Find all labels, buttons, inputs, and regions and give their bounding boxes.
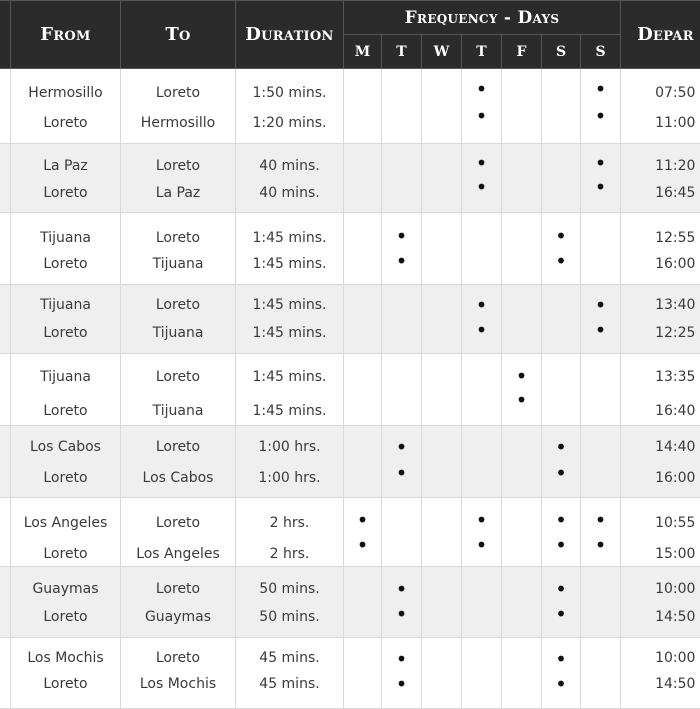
day-cell-thu	[462, 285, 502, 354]
flight-day-dot: •	[356, 508, 369, 532]
flight-day-dot: •	[395, 647, 408, 671]
flight-day-dot: •	[594, 175, 607, 199]
day-cell-wed	[422, 426, 462, 498]
flight-day-dot: •	[594, 508, 607, 532]
duration-text: 1:00 hrs.	[258, 439, 321, 455]
flight-day-dot: •	[515, 364, 528, 388]
flight-day-dot: •	[555, 602, 567, 626]
flight-day-dot: •	[594, 533, 607, 557]
from-text: Tijuana	[40, 230, 91, 246]
day-cell-sat	[542, 285, 581, 354]
flight-day-dot: •	[555, 461, 567, 485]
day-cell-sat	[542, 354, 581, 426]
to-text: Loreto	[155, 297, 201, 313]
duration-cell	[236, 69, 344, 144]
departure-cell	[621, 638, 700, 709]
departure-time: 14:40	[655, 439, 696, 455]
flight-day-dot: •	[555, 533, 567, 557]
duration-cell	[236, 498, 344, 567]
day-cell-fri	[502, 69, 542, 144]
flight-day-dot: •	[594, 104, 607, 128]
day-cell-sun	[581, 213, 621, 285]
day-cell-sun	[581, 144, 621, 213]
from-text: Loreto	[43, 609, 88, 625]
from-text: Guaymas	[32, 581, 99, 597]
flight-day-dot: •	[475, 508, 488, 532]
duration-text: 1:45 mins.	[252, 297, 327, 313]
day-cell-sat	[542, 567, 581, 638]
table-header	[0, 1, 700, 69]
from-cell	[11, 285, 121, 354]
departure-time: 11:20	[655, 158, 696, 174]
row-edge	[0, 213, 11, 285]
duration-cell	[236, 213, 344, 285]
duration-text: 1:00 hrs.	[258, 470, 321, 486]
departure-cell	[621, 144, 700, 213]
departure-time: 12:55	[655, 230, 696, 246]
from-text: Loreto	[43, 470, 88, 486]
table-row	[0, 354, 700, 426]
to-text: Loreto	[155, 230, 201, 246]
row-edge	[0, 144, 11, 213]
from-cell	[11, 213, 121, 285]
day-cell-sat	[542, 638, 581, 709]
departure-time: 12:25	[655, 325, 696, 341]
to-text: Loreto	[155, 581, 201, 597]
to-cell	[121, 498, 236, 567]
flight-day-dot: •	[475, 77, 488, 101]
flight-day-dot: •	[515, 388, 528, 412]
day-cell-mon	[344, 144, 382, 213]
header-day-sun: S	[581, 35, 621, 69]
day-cell-mon	[344, 426, 382, 498]
departure-cell	[621, 285, 700, 354]
to-text: Los Angeles	[136, 546, 220, 562]
from-text: Loreto	[43, 256, 88, 272]
day-cell-sun	[581, 354, 621, 426]
row-edge	[0, 498, 11, 567]
flight-day-dot: •	[395, 461, 408, 485]
header-day-tue: T	[382, 35, 422, 69]
flight-day-dot: •	[594, 318, 607, 342]
row-edge	[0, 69, 11, 144]
to-text: Tijuana	[152, 403, 204, 419]
departure-time: 14:50	[655, 609, 696, 625]
day-cell-fri	[502, 285, 542, 354]
table-row	[0, 426, 700, 498]
duration-text: 1:45 mins.	[252, 325, 327, 341]
day-cell-tue	[382, 498, 422, 567]
day-cell-fri	[502, 144, 542, 213]
day-cell-thu	[462, 638, 502, 709]
from-text: Loreto	[43, 403, 88, 419]
from-text: Loreto	[43, 546, 88, 562]
day-cell-mon	[344, 354, 382, 426]
header-day-thu: T	[462, 35, 502, 69]
duration-text: 45 mins.	[259, 650, 320, 666]
day-cell-sat	[542, 426, 581, 498]
duration-text: 1:50 mins.	[252, 85, 327, 101]
day-cell-thu	[462, 69, 502, 144]
header-day-sat: S	[542, 35, 581, 69]
to-text: Loreto	[155, 439, 201, 455]
row-edge	[0, 426, 11, 498]
flight-day-dot: •	[356, 533, 369, 557]
from-text: Los Cabos	[30, 439, 101, 455]
flight-day-dot: •	[594, 293, 607, 317]
day-cell-wed	[422, 285, 462, 354]
from-text: Los Mochis	[27, 650, 104, 666]
from-text: La Paz	[43, 158, 88, 174]
day-cell-mon	[344, 638, 382, 709]
day-cell-tue	[382, 426, 422, 498]
day-cell-sun	[581, 426, 621, 498]
departure-time: 16:00	[655, 256, 696, 272]
departure-time: 07:50	[655, 85, 696, 101]
day-cell-thu	[462, 426, 502, 498]
day-cell-tue	[382, 567, 422, 638]
day-cell-fri	[502, 354, 542, 426]
row-edge	[0, 354, 11, 426]
flight-day-dot: •	[555, 647, 567, 671]
departure-cell	[621, 69, 700, 144]
flight-day-dot: •	[594, 77, 607, 101]
duration-text: 50 mins.	[259, 609, 320, 625]
table-row	[0, 213, 700, 285]
duration-text: 1:20 mins.	[252, 115, 327, 131]
day-cell-fri	[502, 498, 542, 567]
to-text: Tijuana	[152, 256, 204, 272]
flight-day-dot: •	[555, 224, 567, 248]
day-cell-sun	[581, 498, 621, 567]
day-cell-thu	[462, 567, 502, 638]
day-cell-sat	[542, 144, 581, 213]
row-edge	[0, 285, 11, 354]
day-cell-mon	[344, 69, 382, 144]
header-edge	[0, 1, 11, 69]
day-cell-mon	[344, 567, 382, 638]
day-cell-sun	[581, 567, 621, 638]
duration-text: 1:45 mins.	[252, 403, 327, 419]
day-cell-mon	[344, 285, 382, 354]
departure-cell	[621, 498, 700, 567]
flight-day-dot: •	[555, 672, 567, 696]
day-cell-thu	[462, 354, 502, 426]
departure-time: 13:35	[655, 369, 696, 385]
flight-day-dot: •	[555, 435, 567, 459]
day-cell-wed	[422, 498, 462, 567]
day-cell-fri	[502, 426, 542, 498]
to-cell	[121, 213, 236, 285]
departure-time: 10:00	[655, 581, 696, 597]
table-row	[0, 567, 700, 638]
day-cell-sat	[542, 498, 581, 567]
from-text: Loreto	[43, 676, 88, 692]
duration-text: 50 mins.	[259, 581, 320, 597]
flight-day-dot: •	[555, 508, 567, 532]
duration-text: 40 mins.	[259, 185, 320, 201]
day-cell-tue	[382, 285, 422, 354]
flight-day-dot: •	[395, 224, 408, 248]
flight-day-dot: •	[395, 602, 408, 626]
departure-time: 16:45	[655, 185, 696, 201]
header-to: To	[121, 1, 236, 69]
row-edge	[0, 567, 11, 638]
day-cell-tue	[382, 354, 422, 426]
duration-text: 1:45 mins.	[252, 369, 327, 385]
flight-day-dot: •	[395, 249, 408, 273]
flight-day-dot: •	[475, 293, 488, 317]
duration-cell	[236, 426, 344, 498]
table-row	[0, 69, 700, 144]
day-cell-thu	[462, 144, 502, 213]
to-text: Loreto	[155, 515, 201, 531]
to-cell	[121, 285, 236, 354]
to-text: Loreto	[155, 85, 201, 101]
duration-text: 40 mins.	[259, 158, 320, 174]
departure-cell	[621, 354, 700, 426]
day-cell-wed	[422, 354, 462, 426]
header-day-wed: W	[422, 35, 462, 69]
to-text: Tijuana	[152, 325, 204, 341]
header-duration: Duration	[236, 1, 344, 69]
to-cell	[121, 354, 236, 426]
from-cell	[11, 144, 121, 213]
day-cell-wed	[422, 144, 462, 213]
day-cell-tue	[382, 144, 422, 213]
flight-day-dot: •	[594, 151, 607, 175]
departure-time: 15:00	[655, 546, 696, 562]
table-row	[0, 498, 700, 567]
departure-time: 16:00	[655, 470, 696, 486]
flight-day-dot: •	[555, 577, 567, 601]
table-body	[0, 69, 700, 709]
to-cell	[121, 567, 236, 638]
to-text: Los Mochis	[139, 676, 217, 692]
day-cell-wed	[422, 213, 462, 285]
header-from: From	[11, 1, 121, 69]
flight-day-dot: •	[395, 672, 408, 696]
table-row	[0, 285, 700, 354]
departure-time: 11:00	[655, 115, 696, 131]
from-text: Los Angeles	[23, 515, 108, 531]
day-cell-wed	[422, 638, 462, 709]
to-text: Loreto	[155, 369, 201, 385]
flight-day-dot: •	[555, 249, 567, 273]
from-cell	[11, 69, 121, 144]
flight-day-dot: •	[475, 151, 488, 175]
from-text: Loreto	[43, 115, 88, 131]
from-cell	[11, 638, 121, 709]
duration-text: 2 hrs.	[269, 515, 310, 531]
to-cell	[121, 144, 236, 213]
to-cell	[121, 69, 236, 144]
day-cell-sat	[542, 213, 581, 285]
day-cell-wed	[422, 69, 462, 144]
from-cell	[11, 567, 121, 638]
flight-day-dot: •	[475, 104, 488, 128]
day-cell-fri	[502, 638, 542, 709]
flight-day-dot: •	[395, 435, 408, 459]
header-frequency-days: Frequency - Days	[344, 1, 621, 35]
day-cell-sun	[581, 69, 621, 144]
day-cell-sun	[581, 285, 621, 354]
to-text: Loreto	[155, 158, 201, 174]
table-row	[0, 144, 700, 213]
to-text: Hermosillo	[140, 115, 216, 131]
from-cell	[11, 498, 121, 567]
day-cell-sat	[542, 69, 581, 144]
from-text: Hermosillo	[28, 85, 103, 101]
header-day-fri: F	[502, 35, 542, 69]
departure-cell	[621, 426, 700, 498]
header-departure: Depar	[621, 1, 700, 69]
day-cell-sun	[581, 638, 621, 709]
day-cell-fri	[502, 213, 542, 285]
to-cell	[121, 638, 236, 709]
duration-cell	[236, 354, 344, 426]
to-cell	[121, 426, 236, 498]
to-text: Loreto	[155, 650, 201, 666]
day-cell-mon	[344, 498, 382, 567]
flight-day-dot: •	[395, 577, 408, 601]
flight-day-dot: •	[475, 175, 488, 199]
departure-time: 10:00	[655, 650, 696, 666]
duration-cell	[236, 144, 344, 213]
duration-cell	[236, 638, 344, 709]
day-cell-mon	[344, 213, 382, 285]
day-cell-wed	[422, 567, 462, 638]
from-cell	[11, 354, 121, 426]
duration-text: 2 hrs.	[269, 546, 310, 562]
header-day-mon: M	[344, 35, 382, 69]
table-row	[0, 638, 700, 709]
day-cell-thu	[462, 498, 502, 567]
flight-day-dot: •	[475, 318, 488, 342]
from-cell	[11, 426, 121, 498]
departure-time: 16:40	[655, 403, 696, 419]
from-text: Loreto	[43, 185, 88, 201]
day-cell-thu	[462, 213, 502, 285]
day-cell-tue	[382, 213, 422, 285]
flight-day-dot: •	[475, 533, 488, 557]
duration-cell	[236, 285, 344, 354]
from-text: Tijuana	[40, 297, 91, 313]
departure-time: 13:40	[655, 297, 696, 313]
row-edge	[0, 638, 11, 709]
duration-text: 1:45 mins.	[252, 230, 327, 246]
duration-cell	[236, 567, 344, 638]
duration-text: 1:45 mins.	[252, 256, 327, 272]
from-text: Loreto	[43, 325, 88, 341]
day-cell-tue	[382, 69, 422, 144]
departure-time: 10:55	[655, 515, 696, 531]
departure-cell	[621, 213, 700, 285]
to-text: Guaymas	[144, 609, 212, 625]
day-cell-tue	[382, 638, 422, 709]
day-cell-fri	[502, 567, 542, 638]
departure-cell	[621, 567, 700, 638]
to-text: La Paz	[155, 185, 201, 201]
departure-time: 14:50	[655, 676, 696, 692]
from-text: Tijuana	[40, 369, 91, 385]
to-text: Los Cabos	[142, 470, 214, 486]
duration-text: 45 mins.	[259, 676, 320, 692]
